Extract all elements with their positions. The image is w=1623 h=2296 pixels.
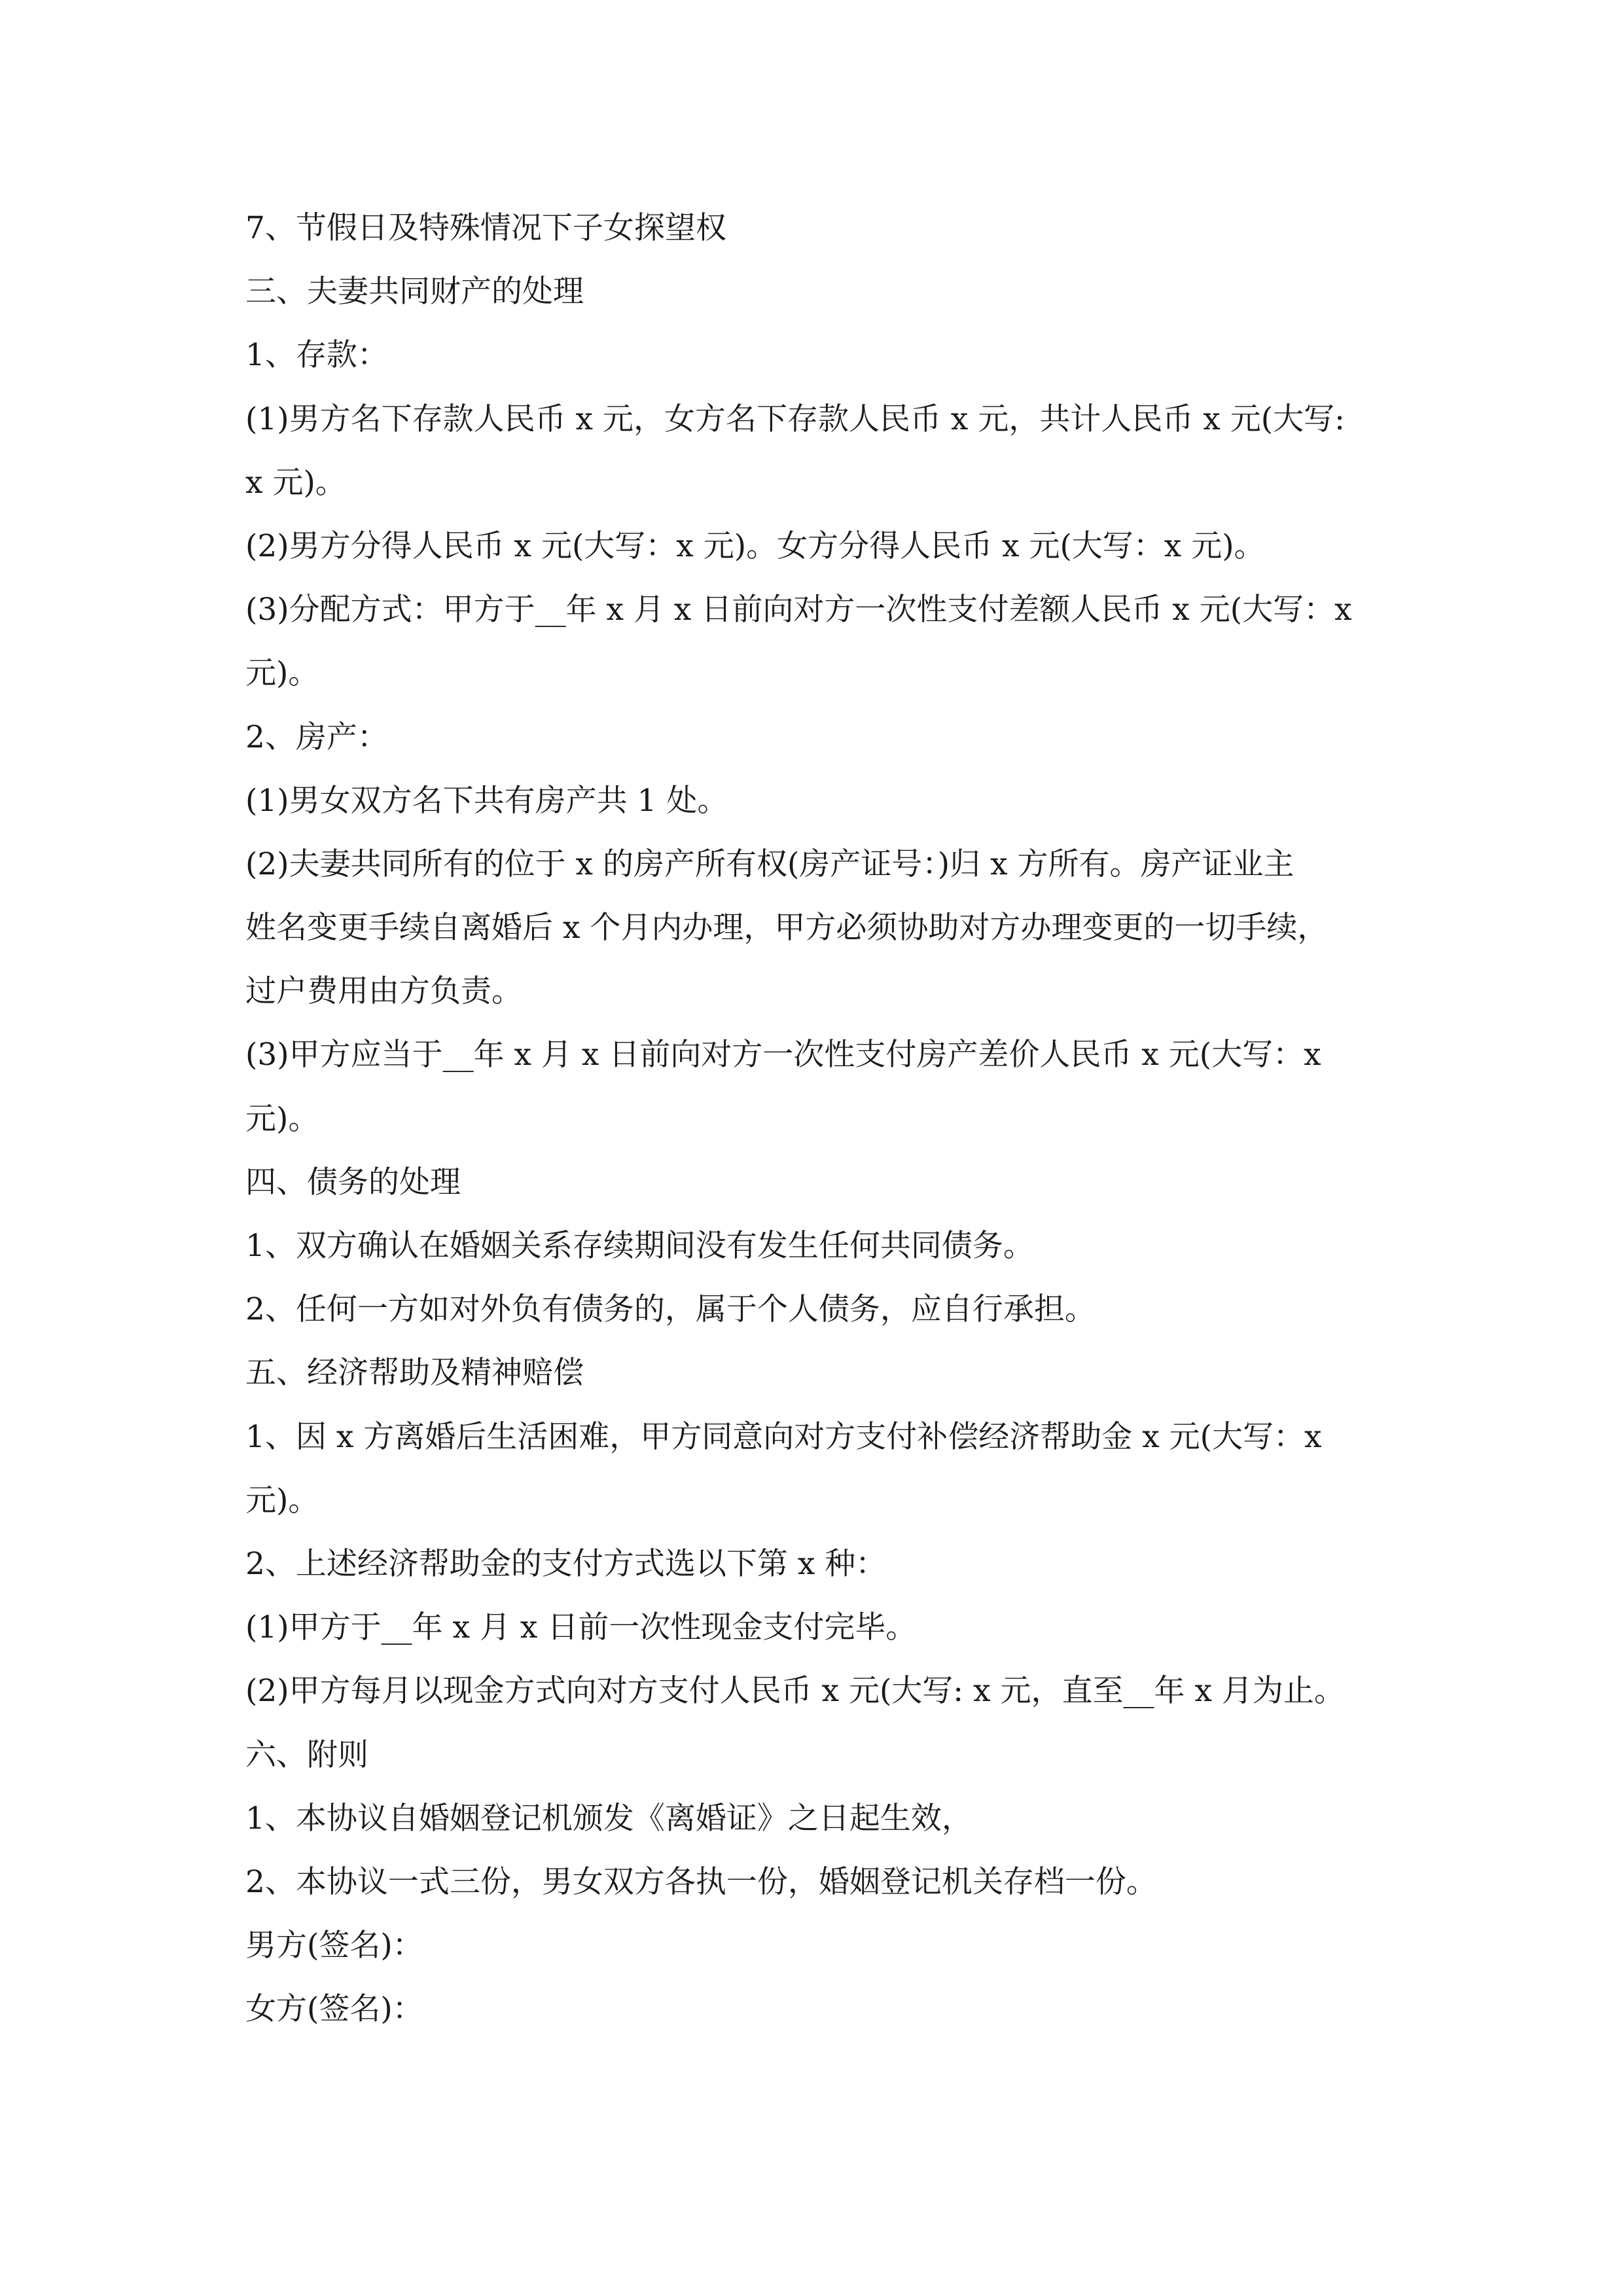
text-line: 1、本协议自婚姻登记机颁发《离婚证》之日起生效， [245, 1800, 972, 1837]
text-line: 元)。 [245, 655, 319, 692]
text-line: (3)分配方式：甲方于__年 x 月 x 日前向对方一次性支付差额人民币 x 元(大写：x [245, 592, 1352, 628]
text-line: (2)夫妻共同所有的位于 x 的房产所有权(房产证号：)归 x 方所有。房产证业主 [245, 846, 1294, 882]
signature-line-female: 女方(签名)： [245, 1991, 423, 2028]
text-line: 1、双方确认在婚姻关系存续期间没有发生任何共同债务。 [245, 1228, 1034, 1264]
document-body [245, 196, 1417, 2041]
text-line: 元)。 [245, 1482, 319, 1518]
text-line: 元)。 [245, 1100, 319, 1137]
text-line: 2、房产： [245, 719, 388, 755]
text-line: 1、存款： [245, 337, 388, 374]
text-line: 2、任何一方如对外负有债务的，属于个人债务，应自行承担。 [245, 1291, 1096, 1328]
text-line: 姓名变更手续自离婚后 x 个月内办理，甲方必须协助对方办理变更的一切手续， [245, 910, 1329, 946]
section-heading: 六、附则 [245, 1736, 368, 1773]
text-line: (1)男方名下存款人民币 x 元，女方名下存款人民币 x 元，共计人民币 x 元(大写: [245, 401, 1345, 437]
text-line: (2)甲方每月以现金方式向对方支付人民币 x 元(大写: x 元，直至__年 x 月为止。 [245, 1673, 1345, 1710]
text-line: (3)甲方应当于__年 x 月 x 日前向对方一次性支付房产差价人民币 x 元(大写：x [245, 1037, 1321, 1073]
section-heading: 五、经济帮助及精神赔偿 [245, 1355, 584, 1391]
section-heading: 四、债务的处理 [245, 1164, 461, 1200]
text-line: x 元)。 [245, 464, 346, 501]
section-heading: 三、夫妻共同财产的处理 [245, 274, 584, 310]
text-line: (1)甲方于__年 x 月 x 日前一次性现金支付完毕。 [245, 1609, 917, 1646]
text-line: (2)男方分得人民币 x 元(大写：x 元)。女方分得人民币 x 元(大写：x 元)。 [245, 528, 1265, 564]
text-line: 7、节假日及特殊情况下子女探望权 [245, 210, 726, 246]
text-line: 1、因 x 方离婚后生活困难，甲方同意向对方支付补偿经济帮助金 x 元(大写：x [245, 1418, 1322, 1455]
text-line: 2、上述经济帮助金的支付方式选以下第 x 种： [245, 1545, 887, 1582]
signature-line-male: 男方(签名)： [245, 1928, 423, 1964]
text-line: (1)男女双方名下共有房产共 1 处。 [245, 782, 728, 819]
text-line: 过户费用由方负责。 [245, 973, 522, 1010]
text-line: 2、本协议一式三份，男女双方各执一份，婚姻登记机关存档一份。 [245, 1863, 1157, 1900]
